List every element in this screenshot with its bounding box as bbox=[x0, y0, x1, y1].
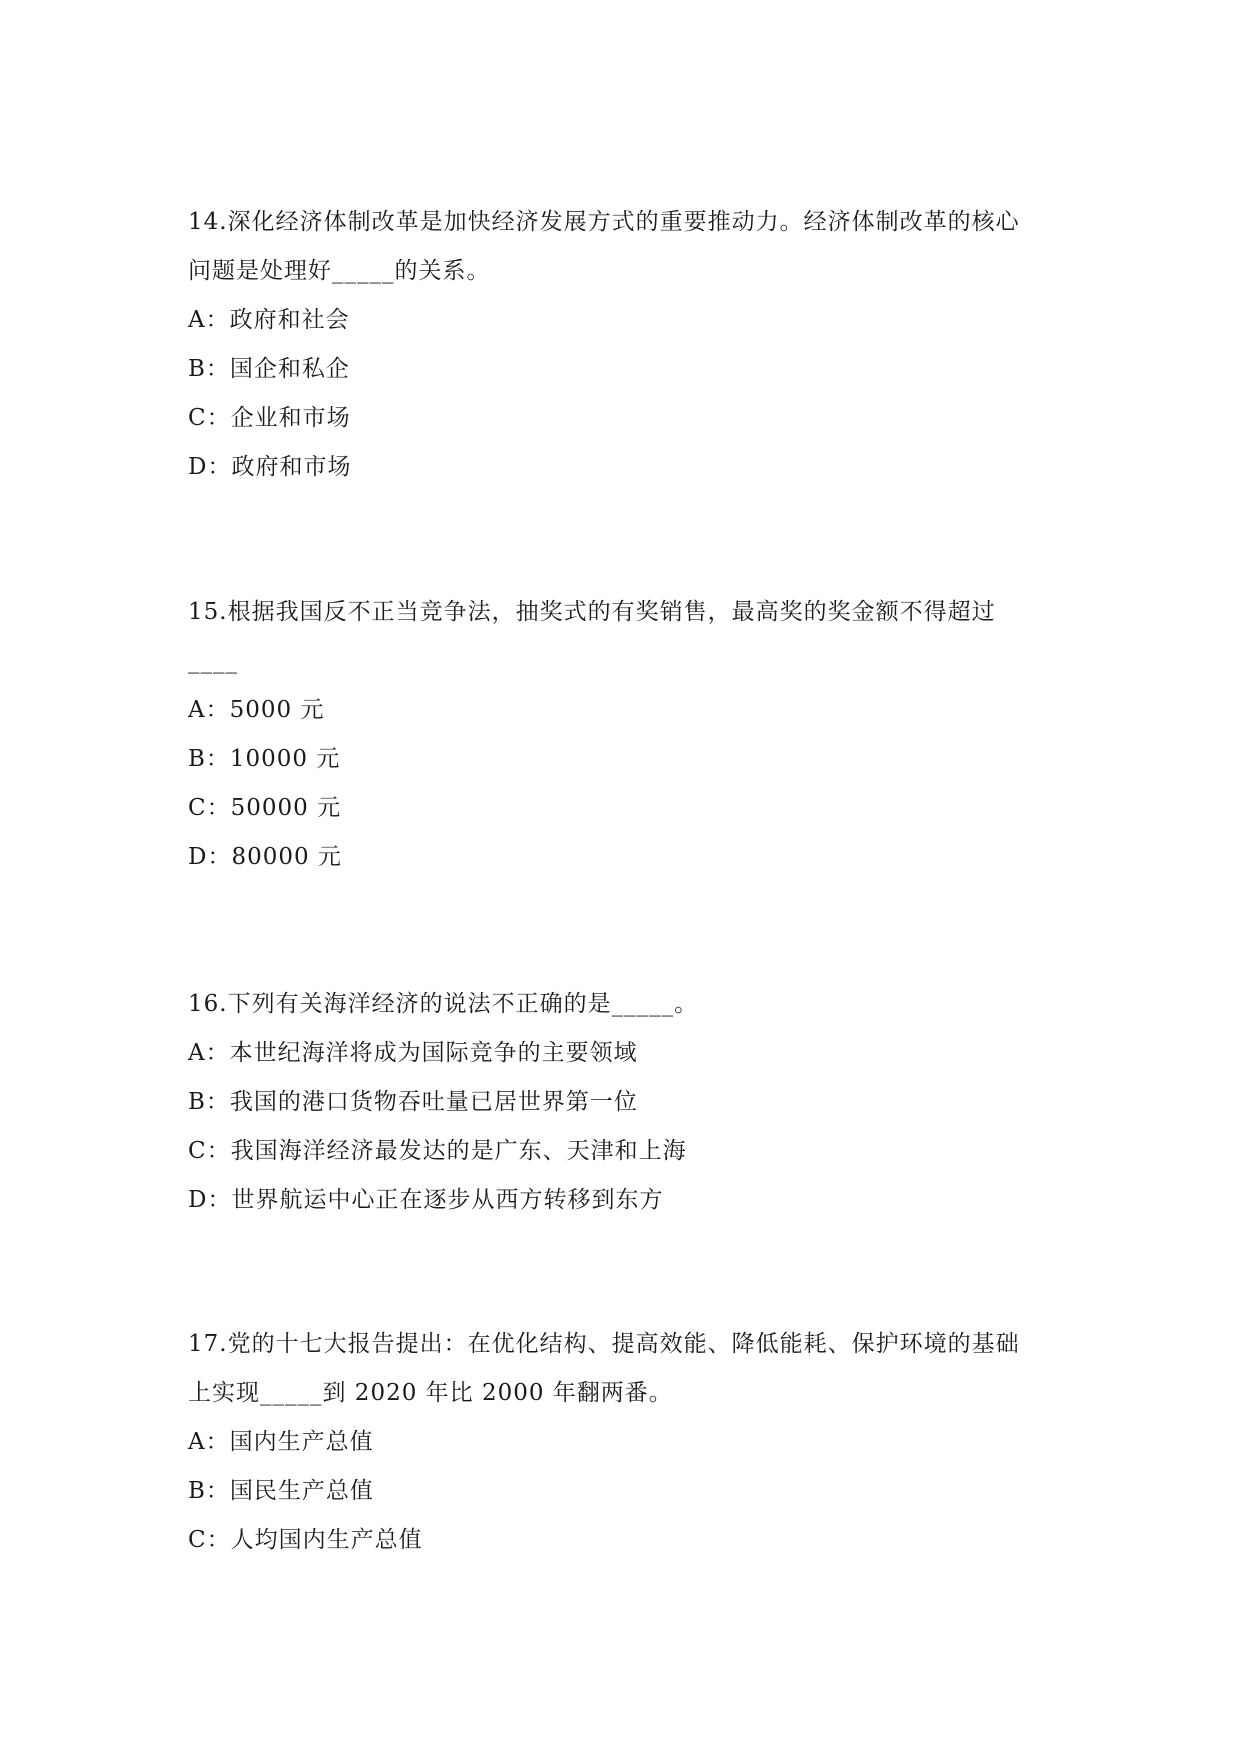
option-b: B：10000 元 bbox=[188, 746, 341, 772]
question-stem-line: 问题是处理好_____的关系。 bbox=[188, 258, 491, 284]
question-17 bbox=[188, 1320, 1058, 1565]
question-stem-line: 17.党的十七大报告提出：在优化结构、提高效能、降低能耗、保护环境的基础 bbox=[188, 1331, 1020, 1357]
option-b: B：国企和私企 bbox=[188, 356, 350, 382]
option-c: C：企业和市场 bbox=[188, 405, 351, 431]
option-d: D：政府和市场 bbox=[188, 454, 352, 480]
question-15 bbox=[188, 588, 1058, 882]
question-stem-line: 15.根据我国反不正当竞争法，抽奖式的有奖销售，最高奖的奖金额不得超过 bbox=[188, 599, 996, 625]
question-stem-line: 上实现_____到 2020 年比 2000 年翻两番。 bbox=[188, 1380, 673, 1406]
option-d: D：世界航运中心正在逐步从西方转移到东方 bbox=[188, 1187, 664, 1213]
option-c: C：我国海洋经济最发达的是广东、天津和上海 bbox=[188, 1138, 687, 1164]
option-b: B：国民生产总值 bbox=[188, 1478, 374, 1504]
question-14 bbox=[188, 198, 1058, 492]
option-a: A：本世纪海洋将成为国际竞争的主要领域 bbox=[188, 1040, 638, 1066]
question-stem-line: 14.深化经济体制改革是加快经济发展方式的重要推动力。经济体制改革的核心 bbox=[188, 209, 1020, 235]
question-stem-line: ____ bbox=[188, 648, 238, 674]
option-c: C：人均国内生产总值 bbox=[188, 1527, 423, 1553]
option-a: A：5000 元 bbox=[188, 697, 325, 723]
option-a: A：国内生产总值 bbox=[188, 1429, 374, 1455]
option-a: A：政府和社会 bbox=[188, 307, 350, 333]
option-c: C：50000 元 bbox=[188, 795, 342, 821]
option-b: B：我国的港口货物吞吐量已居世界第一位 bbox=[188, 1089, 638, 1115]
question-stem-line: 16.下列有关海洋经济的说法不正确的是_____。 bbox=[188, 991, 699, 1017]
option-d: D：80000 元 bbox=[188, 844, 342, 870]
question-16 bbox=[188, 980, 1058, 1225]
